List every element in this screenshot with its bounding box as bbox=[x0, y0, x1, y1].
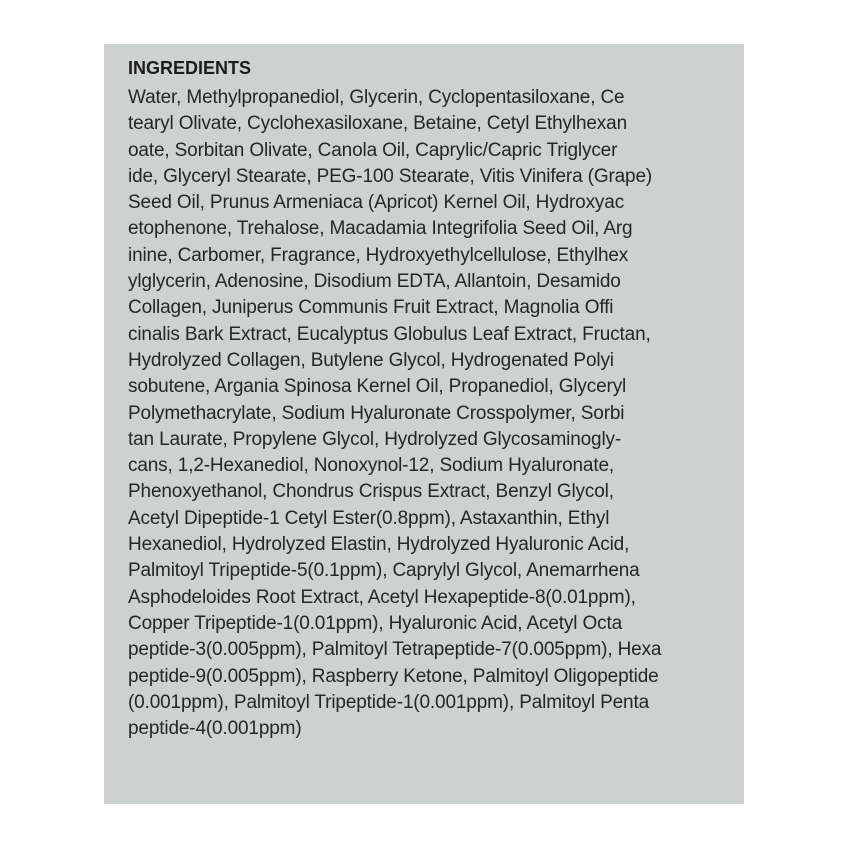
ingredients-line: ide, Glyceryl Stearate, PEG-100 Stearate, Vitis Vinifera (Grape) bbox=[128, 165, 653, 187]
ingredients-line: etophenone, Trehalose, Macadamia Integrifolia Seed Oil, Arg bbox=[128, 218, 633, 240]
ingredients-line: Collagen, Juniperus Communis Fruit Extract, Magnolia Offi bbox=[128, 297, 614, 319]
ingredients-list bbox=[128, 85, 740, 742]
ingredients-line: Polymethacrylate, Sodium Hyaluronate Crosspolymer, Sorbi bbox=[128, 402, 625, 424]
ingredients-line: Copper Tripeptide-1(0.01ppm), Hyaluronic Acid, Acetyl Octa bbox=[128, 612, 622, 634]
ingredients-line: oate, Sorbitan Olivate, Canola Oil, Caprylic/Capric Triglycer bbox=[128, 139, 618, 161]
ingredients-line: peptide-4(0.001ppm) bbox=[128, 718, 302, 740]
ingredients-line: Seed Oil, Prunus Armeniaca (Apricot) Kernel Oil, Hydroxyac bbox=[128, 192, 625, 214]
ingredients-line: peptide-3(0.005ppm), Palmitoyl Tetrapeptide-7(0.005ppm), Hexa bbox=[128, 639, 662, 661]
ingredients-line: ylglycerin, Adenosine, Disodium EDTA, Allantoin, Desamido bbox=[128, 271, 621, 293]
ingredients-line: inine, Carbomer, Fragrance, Hydroxyethylcellulose, Ethylhex bbox=[128, 244, 629, 266]
ingredients-line: Acetyl Dipeptide-1 Cetyl Ester(0.8ppm), Astaxanthin, Ethyl bbox=[128, 507, 610, 529]
ingredients-line: peptide-9(0.005ppm), Raspberry Ketone, Palmitoyl Oligopeptide bbox=[128, 665, 659, 687]
ingredients-line: Hydrolyzed Collagen, Butylene Glycol, Hydrogenated Polyi bbox=[128, 349, 614, 371]
ingredients-line: Phenoxyethanol, Chondrus Crispus Extract, Benzyl Glycol, bbox=[128, 481, 614, 503]
ingredients-line: sobutene, Argania Spinosa Kernel Oil, Propanediol, Glyceryl bbox=[128, 376, 627, 398]
ingredients-line: Asphodeloides Root Extract, Acetyl Hexapeptide-8(0.01ppm), bbox=[128, 586, 636, 608]
ingredients-line: tearyl Olivate, Cyclohexasiloxane, Betaine, Cetyl Ethylhexan bbox=[128, 113, 627, 135]
ingredients-line: Palmitoyl Tripeptide-5(0.1ppm), Caprylyl Glycol, Anemarrhena bbox=[128, 560, 640, 582]
ingredients-heading: INGREDIENTS bbox=[128, 58, 252, 78]
ingredients-line: (0.001ppm), Palmitoyl Tripeptide-1(0.001ppm), Palmitoyl Penta bbox=[128, 691, 649, 713]
ingredients-line: cinalis Bark Extract, Eucalyptus Globulus Leaf Extract, Fructan, bbox=[128, 323, 651, 345]
ingredients-label bbox=[104, 44, 744, 804]
ingredients-line: Hexanediol, Hydrolyzed Elastin, Hydrolyzed Hyaluronic Acid, bbox=[128, 534, 630, 556]
ingredients-line: Water, Methylpropanediol, Glycerin, Cyclopentasiloxane, Ce bbox=[128, 87, 625, 108]
ingredients-line: tan Laurate, Propylene Glycol, Hydrolyzed Glycosaminogly- bbox=[128, 428, 622, 450]
ingredients-line: cans, 1,2-Hexanediol, Nonoxynol-12, Sodium Hyaluronate, bbox=[128, 455, 615, 477]
